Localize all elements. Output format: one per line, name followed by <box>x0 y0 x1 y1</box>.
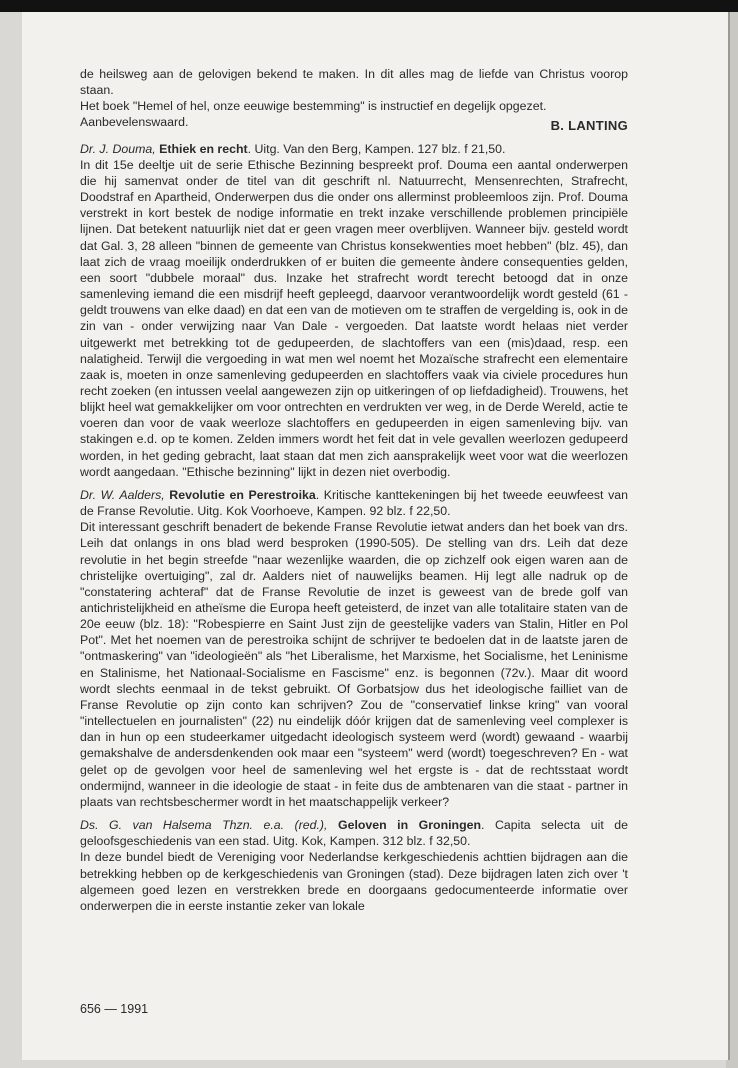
review-publication: . Capita selecta uit de geloofsgeschiedenis van een stad. Uitg. Kok, Kampen. 312 blz. f 32,50. <box>80 818 628 849</box>
signature-row <box>80 114 628 134</box>
review-heading <box>80 141 628 157</box>
review-publication: . Uitg. Van den Berg, Kampen. 127 blz. f 21,50. <box>247 141 506 156</box>
review-ethiek-en-recht <box>80 141 628 480</box>
intro-paragraph-2: Het boek "Hemel of hel, onze eeuwige bestemming" is instructief en degelijk opgezet. <box>80 99 547 114</box>
review-revolutie-en-perestroika <box>80 487 628 810</box>
review-title: Geloven in Groningen <box>337 818 482 833</box>
review-heading <box>80 487 628 519</box>
review-body: In deze bundel biedt de Vereniging voor Nederlandse kerkgeschiedenis achttien bijdragen aan die betrekking hebben op de kerkgeschiedenis van Groningen (stad). Deze bijdragen laten zich over 't algemeen goed lezen en verstrekken brede en doorgaans gedocumenteerde informatie over onderwerpen die in eerste instantie zeker van lokale <box>80 850 628 913</box>
review-title: Ethiek en recht <box>159 141 248 156</box>
scan-top-border <box>0 0 738 12</box>
text-column <box>80 66 628 914</box>
reviewer-signature: B. LANTING <box>550 118 628 134</box>
review-ending <box>80 66 628 134</box>
review-title: Revolutie en Perestroika <box>169 487 316 502</box>
page-number: 656 — 1991 <box>80 1002 149 1016</box>
review-geloven-in-groningen <box>80 817 628 914</box>
review-author: Dr. J. Douma, <box>80 141 156 156</box>
intro-paragraph-1: de heilsweg aan de gelovigen bekend te maken. In dit alles mag de liefde van Christus voorop staan. <box>80 67 628 98</box>
review-author: Ds. G. van Halsema Thzn. e.a. (red.), <box>80 818 328 833</box>
review-heading <box>80 817 628 849</box>
review-body: Dit interessant geschrift benadert de bekende Franse Revolutie ietwat anders dan het boek van drs. Leih dat onlangs in ons blad werd besproken (1990-505). De stelling van drs. Leih dat deze revolutie in het begin streefde "naar wezenlijke waarden, die op zichzelf ook eigen waren aan de christelijke overtuiging", zal dr. Aalders niet of nauwelijks beamen. Hij legt alle nadruk op de "constatering achteraf" dat de Franse Revolutie de inzet is geweest van de brede golf van antichristelijkheid en atheïsme die Europa heeft geteisterd, de inzet van alle totalitaire staten van de 20e eeuw (blz. 18): "Robespierre en Saint Just zijn de geestelijke vaders van Stalin, Hitler en Pol Pot". Met het noemen van de perestroika schijnt de schrijver te bedoelen dat in de laatste jaren de "ontmaskering" van "ideologieën" als "het Liberalisme, het Marxisme, het Socialisme, het Leninisme en Stalinisme, het Nationaal-Socialisme en Fascisme" enz. is begonnen (72v.). Maar dit woord wordt slechts eenmaal in de tekst gebruikt. Of Gorbatsjow dus het ideologische failliet van de Franse Revolutie op zijn conto kan schrijven? Zou de "conservatief linkse kring" van vooral "intellectuelen en journalisten" (22) nu eindelijk dóór krijgen dat de samenleving veel complexer is dan in hun op een studeerkamer uitgedacht ideologisch systeem werd (wordt) gewaand - waarbij gemakshalve de andersdenkenden ook maar een "systeem" werd (wordt) toegeschreven? En - wat gelet op de gevolgen voor heel de samenleving wel het ergste is - dat de rechtsstaat wordt ondermijnd, wanneer in die ideologie de staat - in feite dus de ambtenaren van die staat - partner in plaats van rechtsbeschermer wordt in het maatschappelijk verkeer? <box>80 520 628 809</box>
intro-paragraph-3: Aanbevelenswaard. <box>80 115 189 130</box>
review-author: Dr. W. Aalders, <box>80 487 165 502</box>
review-publication: . Kritische kanttekeningen bij het tweede eeuwfeest van de Franse Revolutie. Uitg. Kok Voorhoeve, Kampen. 92 blz. f 22,50. <box>80 487 628 519</box>
review-body: In dit 15e deeltje uit de serie Ethische Bezinning bespreekt prof. Douma een aantal onderwerpen die hij samenvat onder de titel van dit geschrift nl. Natuurrecht, Mensenrechten, Strafrecht, Doodstraf en Apartheid, Onderwerpen dus die onder ons allerminst probleemloos zijn. Prof. Douma verstrekt in kort bestek de nodige informatie en trekt inzake verschillende problemen principiële lijnen. Dat betekent natuurlijk niet dat er geen vragen meer overblijven. Wanneer bijv. gesteld wordt dat Gal. 3, 28 alleen "binnen de gemeente van Christus konsekwenties moet hebben" (blz. 45), dan laat zich de vraag moeilijk onderdrukken of er buiten die gemeente àndere consequenties gelden, een soort "dubbele moraal" dus. Inzake het strafrecht wordt terecht betoogd dat in onze samenleving iemand die een misdrijf heeft gepleegd, daarvoor verantwoordelijk wordt gesteld (61 - geldt trouwens van elke daad) en dat een van de motieven om te straffen de vergelding is, ook in de zin van - onder verwijzing naar Van Dale - vergoeden. Dat laatste wordt helaas niet verder uitgewerkt met betrekking tot de gedupeerden, de slachtoffers van een (mis)daad, resp. een nalatigheid. Terwijl die vergoeding in wat men wel noemt het Mozaïsche strafrecht een elementaire zaak is, moeten in onze samenleving gedupeerden en slachtoffers vaak via civiele procedures hun recht zoeken (en intussen veelal aangewezen zijn op uitkeringen of op liefdadigheid). Trouwens, het blijkt heel wat gemakkelijker om voor ontrechten en verdrukten ver weg, in de Derde Wereld, actie te voeren dan voor de vaak weerloze slachtoffers en gedupeerden in eigen samenleving bijv. van stakingen e.d. op te komen. Zelden immers wordt het feit dat in vele gevallen weerlozen gedupeerd worden, in het geding gebracht, laat staan dat men zich aansprakelijk weet voor wat die weerlozen wordt aangedaan. "Ethische bezinning" lijkt in dezen niet overbodig. <box>80 157 628 479</box>
